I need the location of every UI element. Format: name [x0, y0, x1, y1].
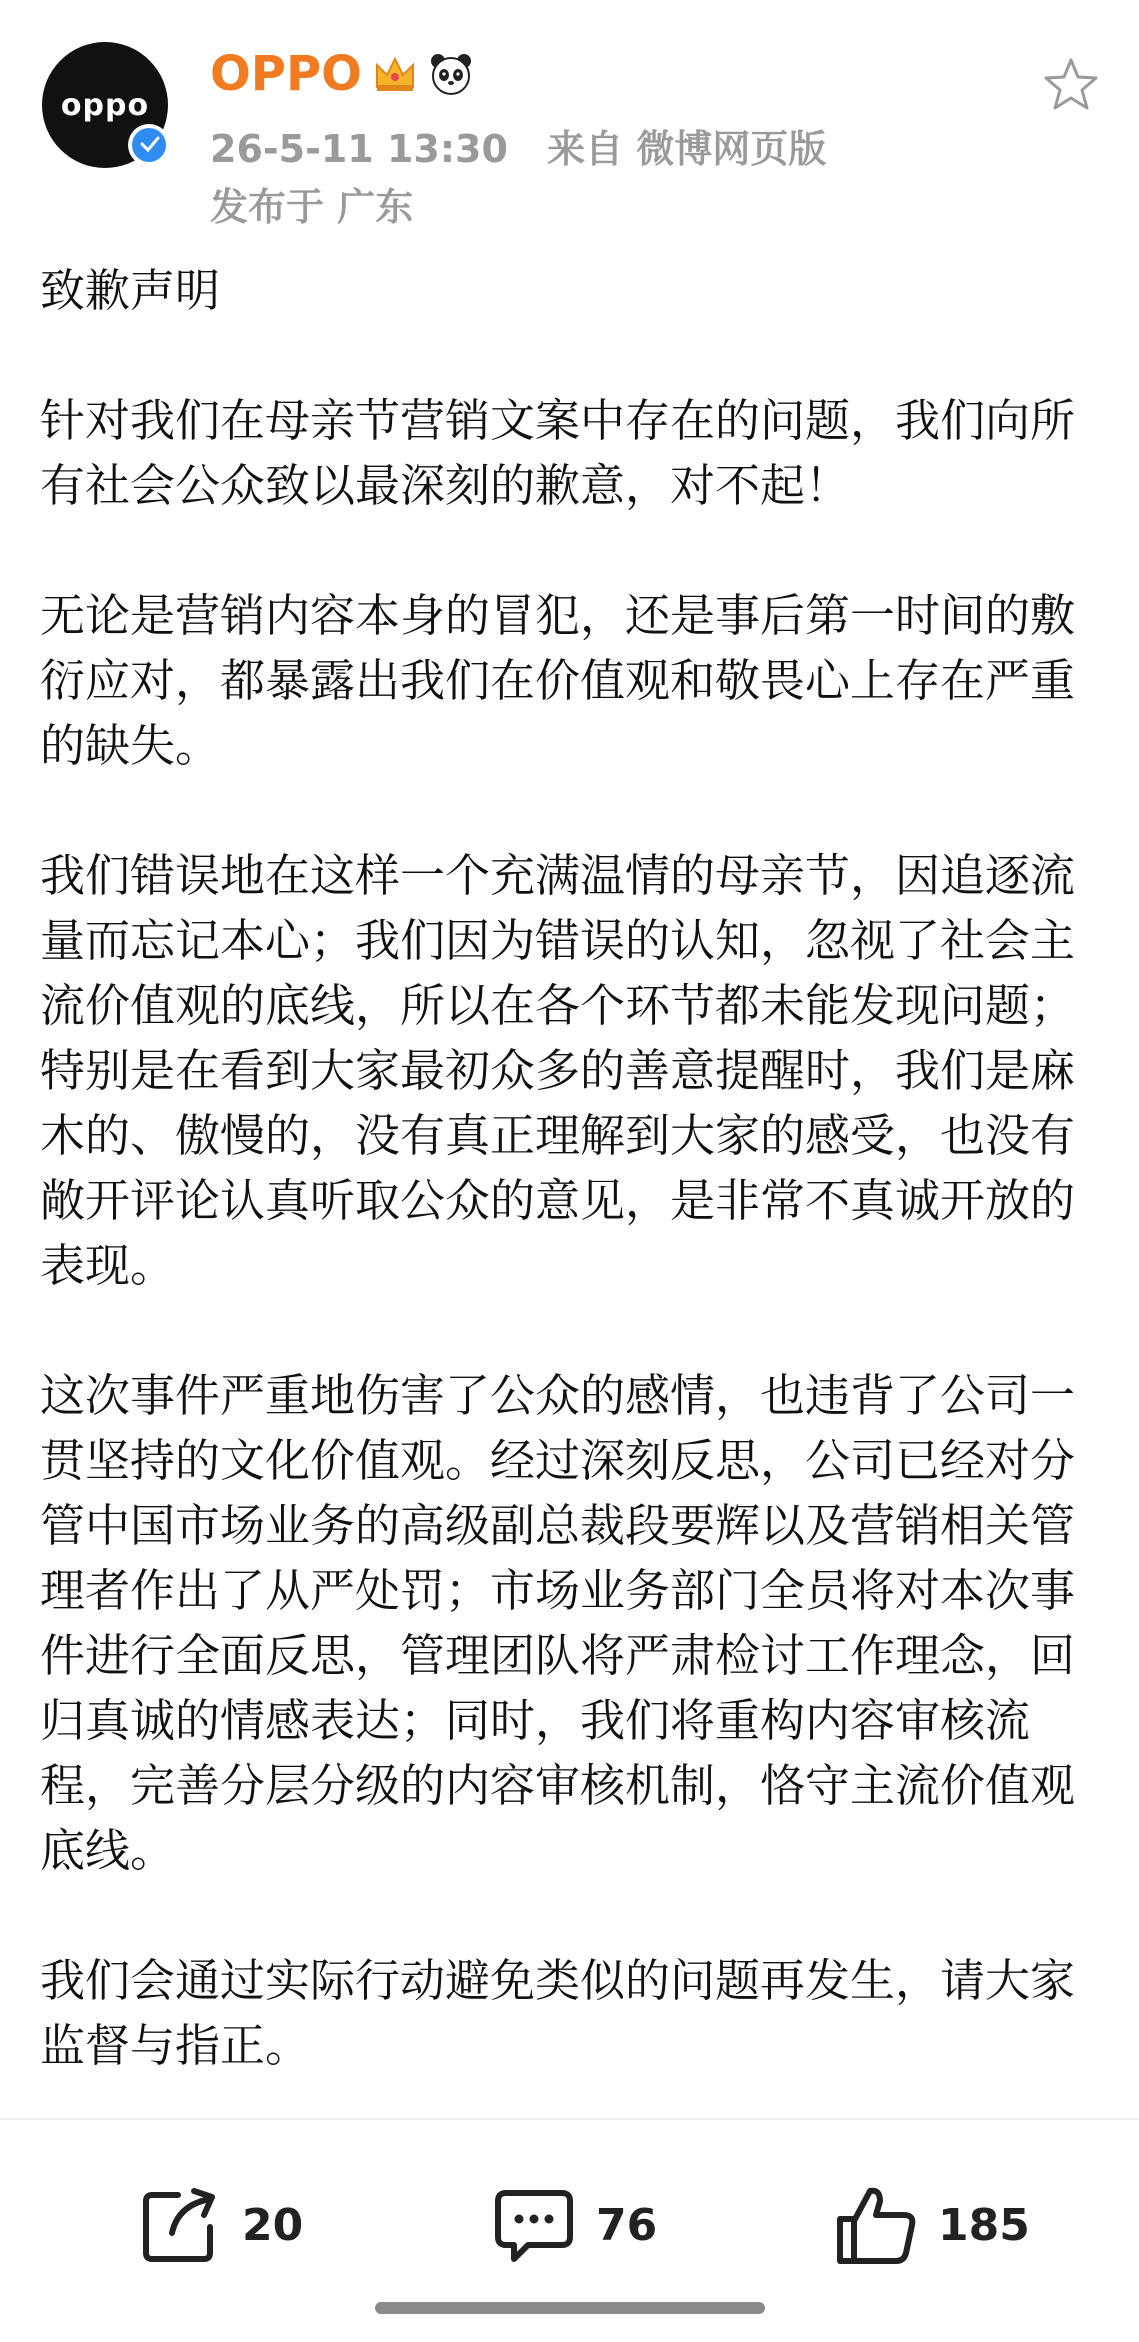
- comment-count: 76: [596, 2199, 658, 2251]
- thumbs-up-icon: [834, 2183, 918, 2267]
- share-icon: [138, 2183, 222, 2267]
- post-paragraph: 致歉声明: [40, 264, 221, 317]
- post-paragraph: 我们会通过实际行动避免类似的问题再发生，请大家监督与指正。: [40, 1954, 1076, 2072]
- star-icon[interactable]: [1042, 56, 1100, 114]
- post-location: 发布于 广东: [210, 185, 414, 229]
- like-count: 185: [938, 2199, 1030, 2251]
- post-paragraph: 无论是营销内容本身的冒犯，还是事后第一时间的敷衍应对，都暴露出我们在价值观和敬畏心上存在严重的缺失。: [40, 589, 1076, 772]
- share-button[interactable]: [138, 2180, 303, 2270]
- verified-badge-icon: [128, 124, 170, 166]
- post-header: [0, 0, 1139, 240]
- post-source: 来自 微博网页版: [547, 127, 827, 171]
- comment-button[interactable]: [492, 2180, 657, 2270]
- post-meta: [210, 118, 826, 173]
- post-body: [40, 258, 1100, 2108]
- panda-icon: [428, 51, 474, 97]
- avatar-logo-text: oppo: [60, 87, 150, 123]
- comment-icon: [492, 2183, 576, 2267]
- post-paragraph: 我们错误地在这样一个充满温情的母亲节，因追逐流量而忘记本心；我们因为错误的认知，忽视了社会主流价值观的底线，所以在各个环节都未能发现问题；特别是在看到大家最初众多的善意提醒时，我们是麻木的、傲慢的，没有真正理解到大家的感受，也没有敞开评论认真听取公众的意见，是非常不真诚开放的表现。: [40, 849, 1076, 1292]
- post-timestamp: 26-5-11 13:30: [210, 127, 508, 171]
- username[interactable]: OPPO: [210, 46, 362, 102]
- share-count: 20: [242, 2199, 304, 2251]
- crown-icon: [372, 51, 418, 97]
- username-row: [210, 44, 474, 104]
- post-paragraph: 这次事件严重地伤害了公众的感情，也违背了公司一贯坚持的文化价值观。经过深刻反思，公司已经对分管中国市场业务的高级副总裁段要辉以及营销相关管理者作出了从严处罚；市场业务部门全员将对本次事件进行全面反思，管理团队将严肃检讨工作理念，回归真诚的情感表达；同时，我们将重构内容审核流程，完善分层分级的内容审核机制，恪守主流价值观底线。: [40, 1369, 1076, 1877]
- post-paragraph: 针对我们在母亲节营销文案中存在的问题，我们向所有社会公众致以最深刻的歉意，对不起！: [40, 394, 1076, 512]
- home-indicator[interactable]: [375, 2302, 765, 2314]
- content-fade: [0, 2090, 1139, 2120]
- like-button[interactable]: [834, 2180, 1030, 2270]
